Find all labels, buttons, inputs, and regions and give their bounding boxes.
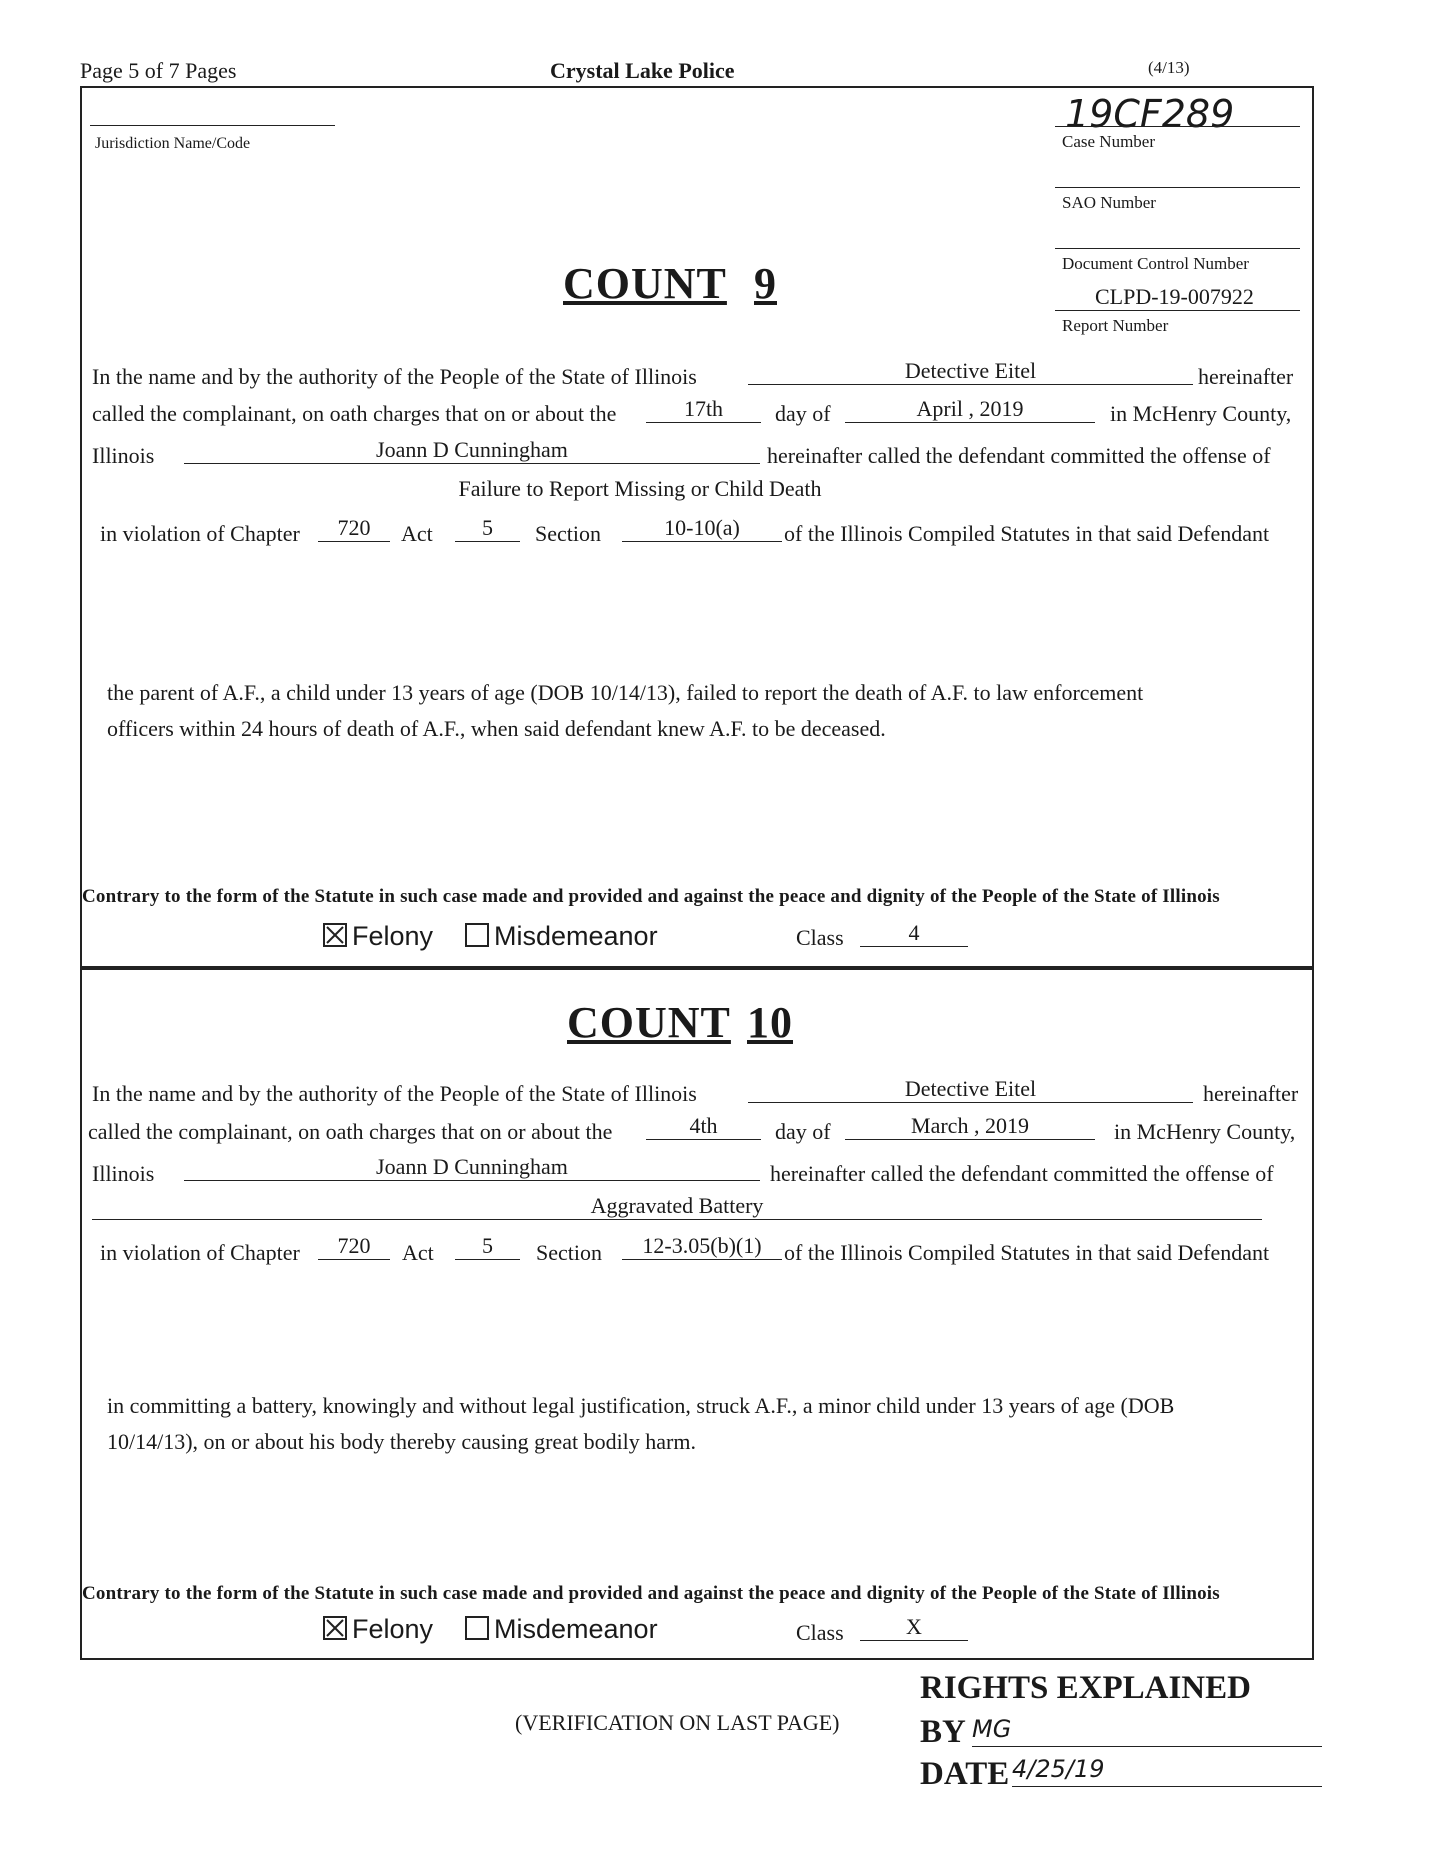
rights-by-label: BY <box>920 1714 966 1750</box>
count9-illinois: Illinois <box>92 443 155 468</box>
count10-act: 5 <box>455 1233 520 1260</box>
count10-defendant: Joann D Cunningham <box>184 1154 760 1181</box>
count9-misdemeanor-checkbox[interactable] <box>465 921 658 952</box>
doc-control-label: Document Control Number <box>1062 254 1249 273</box>
count9-complainant: Detective Eitel <box>748 358 1193 385</box>
count10-county: in McHenry County, <box>1114 1119 1296 1144</box>
jurisdiction-line <box>90 125 335 126</box>
count10-act-label: Act <box>402 1240 434 1265</box>
count10-felony-label: Felony <box>352 1614 434 1644</box>
count9-act-label: Act <box>401 521 433 546</box>
count9-month-year: April , 2019 <box>845 396 1095 423</box>
count9-defendant: Joann D Cunningham <box>184 437 760 464</box>
count9-day: 17th <box>646 396 761 423</box>
count10-narrative-line1: in committing a battery, knowingly and without legal justification, struck A.F., a minor child under 13 years of age (DOB <box>107 1393 1175 1418</box>
checkbox-empty-icon <box>465 1616 489 1640</box>
count10-class-label: Class <box>796 1620 844 1645</box>
count10-number: 10 <box>747 998 793 1047</box>
count10-month-year: March , 2019 <box>845 1113 1095 1140</box>
count9-offense: Failure to Report Missing or Child Death <box>458 476 822 501</box>
count10-violation-prefix: in violation of Chapter <box>100 1240 300 1265</box>
count10-box <box>80 966 1314 1660</box>
count10-section: 12-3.05(b)(1) <box>622 1233 782 1260</box>
rights-explained-heading: RIGHTS EXPLAINED <box>920 1670 1251 1706</box>
count10-line1-suffix: hereinafter <box>1203 1081 1299 1106</box>
case-number-value: 19CF289 <box>1065 92 1235 136</box>
count10-felony-checkbox[interactable] <box>323 1614 433 1645</box>
count10-line3-suffix: hereinafter called the defendant committed the offense of <box>770 1161 1274 1186</box>
count9-line1-suffix: hereinafter <box>1198 364 1294 389</box>
count10-misdemeanor-checkbox[interactable] <box>465 1614 658 1645</box>
count9-title <box>563 258 727 309</box>
count9-violation-suffix: of the Illinois Compiled Statutes in that said Defendant <box>784 521 1270 546</box>
verification-note: (VERIFICATION ON LAST PAGE) <box>515 1710 840 1735</box>
sao-number-label: SAO Number <box>1062 193 1156 212</box>
count9-chapter: 720 <box>318 515 390 542</box>
checkbox-empty-icon <box>465 923 489 947</box>
jurisdiction-label: Jurisdiction Name/Code <box>95 135 251 152</box>
count10-line2-prefix: called the complainant, on oath charges that on or about the <box>88 1119 613 1144</box>
count10-day-of: day of <box>775 1119 831 1144</box>
count9-contrary: Contrary to the form of the Statute in such case made and provided and against the peace and dignity of the People of the State of Illinois <box>82 886 1220 907</box>
sao-number-line <box>1055 187 1300 188</box>
count10-violation-suffix: of the Illinois Compiled Statutes in that said Defendant <box>784 1240 1270 1265</box>
count9-day-of: day of <box>775 401 831 426</box>
report-number-value: CLPD-19-007922 <box>1095 284 1254 309</box>
count10-contrary: Contrary to the form of the Statute in such case made and provided and against the peace and dignity of the People of the State of Illinois <box>82 1583 1220 1604</box>
count9-class-label: Class <box>796 925 844 950</box>
count10-illinois: Illinois <box>92 1161 155 1186</box>
rights-by-initials: MG <box>972 1712 1322 1747</box>
count9-title-word: COUNT <box>563 259 727 308</box>
count9-county: in McHenry County, <box>1110 401 1292 426</box>
count10-misdemeanor-label: Misdemeanor <box>494 1614 658 1644</box>
case-number-line <box>1055 126 1300 127</box>
report-number-label: Report Number <box>1062 316 1169 335</box>
count9-act: 5 <box>455 515 520 542</box>
agency-name: Crystal Lake Police <box>550 58 735 83</box>
count9-narrative-line1: the parent of A.F., a child under 13 years of age (DOB 10/14/13), failed to report the death of A.F. to law enforcement <box>107 680 1144 705</box>
count10-line1-prefix: In the name and by the authority of the People of the State of Illinois <box>92 1081 697 1106</box>
count9-line1-prefix: In the name and by the authority of the People of the State of Illinois <box>92 364 697 389</box>
count9-section: 10-10(a) <box>622 515 782 542</box>
count9-narrative-line2: officers within 24 hours of death of A.F., when said defendant knew A.F. to be deceased. <box>107 716 886 741</box>
count10-narrative-line2: 10/14/13), on or about his body thereby causing great bodily harm. <box>107 1429 696 1454</box>
count10-title <box>567 997 731 1048</box>
count10-title-word: COUNT <box>567 998 731 1047</box>
count9-number: 9 <box>754 259 777 308</box>
count10-complainant: Detective Eitel <box>748 1076 1193 1103</box>
rights-date-label: DATE <box>920 1756 1010 1792</box>
count9-felony-label: Felony <box>352 921 434 951</box>
rights-date-value: 4/25/19 <box>1012 1752 1322 1787</box>
doc-control-line <box>1055 248 1300 249</box>
count9-class-value: 4 <box>860 920 968 947</box>
count9-violation-prefix: in violation of Chapter <box>100 521 300 546</box>
checkbox-checked-icon <box>323 923 347 947</box>
count10-class-value: X <box>860 1614 968 1641</box>
count9-felony-checkbox[interactable] <box>323 921 433 952</box>
count10-day: 4th <box>646 1113 761 1140</box>
form-code: (4/13) <box>1148 58 1190 77</box>
page-label: Page 5 of 7 Pages <box>80 58 237 83</box>
count10-offense: Aggravated Battery <box>92 1193 1262 1220</box>
count9-line3-suffix: hereinafter called the defendant committed the offense of <box>767 443 1271 468</box>
checkbox-checked-icon <box>323 1616 347 1640</box>
report-number-line <box>1055 310 1300 311</box>
count9-section-label: Section <box>535 521 601 546</box>
count9-misdemeanor-label: Misdemeanor <box>494 921 658 951</box>
count10-chapter: 720 <box>318 1233 390 1260</box>
count9-line2-prefix: called the complainant, on oath charges that on or about the <box>92 401 617 426</box>
case-number-label: Case Number <box>1062 132 1156 151</box>
count10-section-label: Section <box>536 1240 602 1265</box>
